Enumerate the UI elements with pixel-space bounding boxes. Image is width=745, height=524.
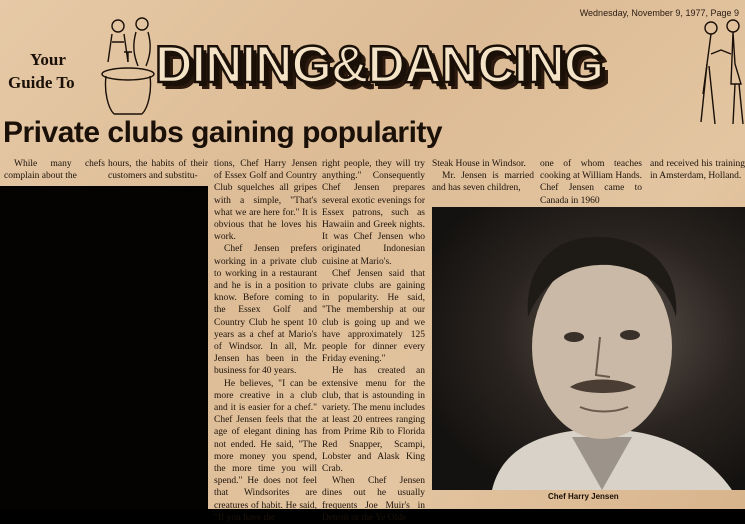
- column-5: [432, 158, 534, 195]
- column-6-text: one of whom teaches cooking at William Hands. Chef Jensen came to Canada in 1960: [540, 159, 642, 206]
- column-2-text: hours, the habits of their customers and substitu-: [108, 159, 208, 182]
- chef-portrait-icon: [432, 207, 745, 490]
- column-5-paragraph-2: Mr. Jensen is married and has seven children,: [432, 171, 534, 194]
- column-3: [214, 158, 317, 524]
- column-5-paragraph-1: Steak House in Windsor.: [432, 159, 526, 169]
- column-7: [650, 158, 745, 182]
- column-4-paragraph-3: He has created an extensive menu for the club, that is astounding in variety. The menu includes at least 20 entrees ranging from Prime Rib to Florida Red Snapper, Scampi, Lobster and Alask King Crab.: [322, 366, 425, 475]
- column-4-paragraph-2: Chef Jensen said that private clubs are gaining in popularity. He said, "The membership at our club is going up and we have approximately 125 people for dinner every Friday evening.": [322, 268, 425, 365]
- headline: Private clubs gaining popularity: [3, 116, 443, 149]
- masthead: [155, 30, 695, 100]
- column-6: [540, 158, 642, 207]
- column-4-paragraph-1: right people, they will try anything." Consequently Chef Jensen prepares several exotic evenings for Essex patrons, such as Hawaiin and Greek nights. It was Chef Jensen who originated Indonesian cuisine at Mario's.: [322, 159, 425, 267]
- column-2: [108, 158, 208, 182]
- column-3-paragraph-3: He believes, "I can be more creative in a club and it is easier for a chef." Chef Jensen feels that the age of elegant dining has not ended. He said, "The more money you spend, the more time you will spend." He does not feel that Windsorites are creatures of habit. He said, "If you have the: [214, 378, 317, 523]
- photo-caption: Chef Harry Jensen: [548, 492, 619, 501]
- column-7-text: and received his training in Amsterdam, Holland.: [650, 159, 745, 182]
- column-1: [4, 158, 105, 182]
- masthead-title: DINING&DANCING: [155, 36, 604, 94]
- redacted-area: [0, 186, 208, 509]
- chef-photo: [432, 207, 745, 490]
- dateline: Wednesday, November 9, 1977, Page 9: [579, 8, 739, 18]
- dancers-illustration-icon: [697, 14, 745, 129]
- your-guide-to-label: [8, 48, 113, 94]
- guide-line-2: Guide To: [8, 73, 75, 92]
- column-3-paragraph-1: tions, Chef Harry Jensen of Essex Golf and Country Club squelches all gripes with a simple, "That's what we are here for." It is obvious that he loves his work.: [214, 159, 317, 243]
- column-4: [322, 158, 425, 524]
- guide-line-1: Your: [30, 50, 66, 69]
- column-3-paragraph-2: Chef Jensen prefers working in a private club to working in a restaurant and he is in a position to know. Before coming to the Essex Golf and Country Club he spent 10 years as a chef at Mario's of Windsor. In all, Mr. Jensen has been in the business for 40 years.: [214, 244, 317, 377]
- column-1-text: While many chefs complain about the: [4, 159, 105, 182]
- column-4-paragraph-4: When Chef Jensen dines out he usually frequents Joe Muir's in Detroit or the Ye Olde: [322, 476, 425, 523]
